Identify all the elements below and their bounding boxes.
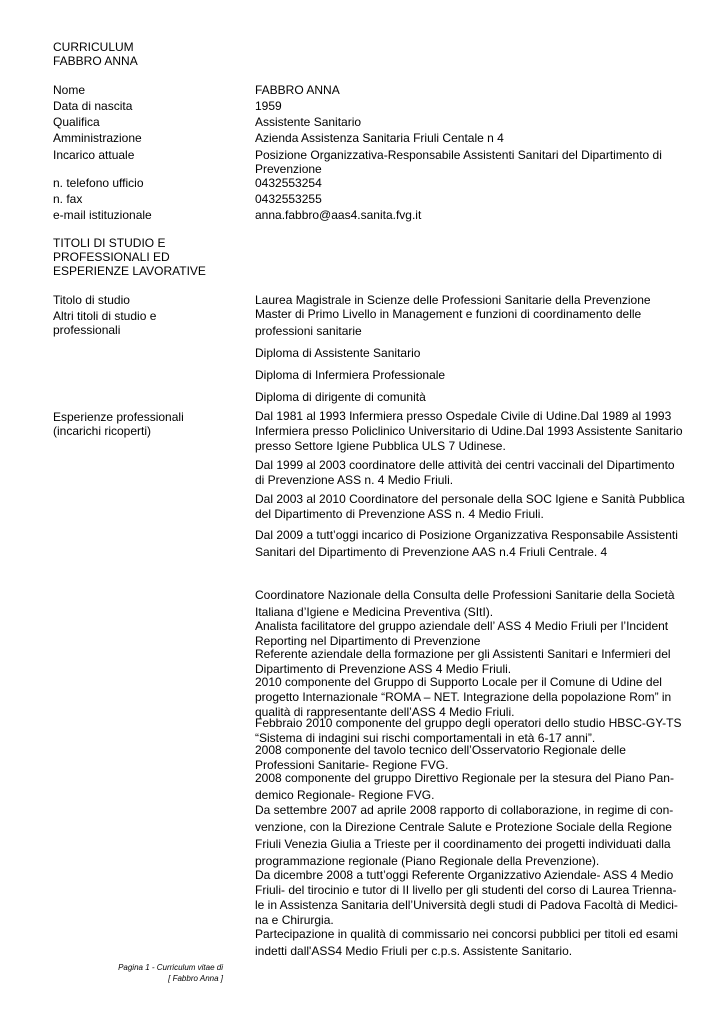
info-value: Azienda Assistenza Sanitaria Friuli Centale n 4 xyxy=(255,131,504,145)
attivita-item: Referente aziendale della formazione per gli Assistenti Sanitari e Infermieri del Dipartimento di Prevenzione ASS 4 Medio Friuli. xyxy=(255,647,671,676)
header-title: CURRICULUM xyxy=(53,40,134,54)
info-label: e-mail istituzionale xyxy=(53,208,152,222)
esperienze-label: Esperienze professionali (incarichi ricoperti) xyxy=(53,410,184,438)
attivita-item: 2008 componente del tavolo tecnico dell’Osservatorio Regionale delle Professioni Sanitarie- Regione FVG. xyxy=(255,743,626,772)
info-label: Nome xyxy=(53,83,86,97)
titolo-studio-label: Titolo di studio xyxy=(53,293,130,307)
info-label: n. fax xyxy=(53,192,83,206)
esperienza-item: Dal 1999 al 2003 coordinatore delle attività dei centri vaccinali del Dipartimento di Prevenzione ASS n. 4 Medio Friuli. xyxy=(255,458,675,487)
altri-titoli-item: Master di Primo Livello in Management e funzioni di coordinamento delle professioni sanitarie xyxy=(255,307,642,338)
info-value: Assistente Sanitario xyxy=(255,115,362,129)
attivita-item: Coordinatore Nazionale della Consulta delle Professioni Sanitarie della Società Italiana d’Igiene e Medicina Preventiva (SItI). xyxy=(255,588,675,619)
attivita-item: Partecipazione in qualità di commissario nei concorsi pubblici per titoli ed esami indetti dall'ASS4 Medio Friuli per c.p.s. Assistente Sanitario. xyxy=(255,927,678,958)
attivita-item: Febbraio 2010 componente del gruppo degli operatori dello studio HBSC-GY-TS “Sistema di indagini sui rischi comportamentali in età 6-17 anni”. xyxy=(255,716,682,745)
info-label: n. telefono ufficio xyxy=(53,176,144,190)
titolo-studio-value: Laurea Magistrale in Scienze delle Professioni Sanitarie della Prevenzione xyxy=(255,293,651,307)
footer-name: [ Fabbro Anna ] xyxy=(168,974,223,983)
attivita-item: 2010 componente del Gruppo di Supporto Locale per il Comune di Udine del progetto Internazionale “ROMA – NET. Integrazione della popolazione Rom” in qualità di rappresentante dell’ASS 4 Medio Friuli. xyxy=(255,675,672,719)
info-label: Data di nascita xyxy=(53,99,133,113)
esperienza-item: Dal 2009 a tutt’oggi incarico di Posizione Organizzativa Responsabile Assistenti Sanitari del Dipartimento di Prevenzione AAS n.4 Friuli Centrale. 4 xyxy=(255,528,678,559)
info-value: 1959 xyxy=(255,99,282,113)
info-value: 0432553254 xyxy=(255,176,322,190)
section-title: TITOLI DI STUDIO E PROFESSIONALI ED ESPERIENZE LAVORATIVE xyxy=(53,236,206,278)
footer xyxy=(60,962,223,984)
attivita-item: Da dicembre 2008 a tutt’oggi Referente Organizzativo Aziendale- ASS 4 Medio Friuli- del tirocinio e tutor di II livello per gli studenti del corso di Laurea Trienna-le in Assistenza Sanitaria dell’Università degli studi di Padova Facoltà di Medici-na e Chirurgia. xyxy=(255,868,678,927)
esperienza-item: Dal 2003 al 2010 Coordinatore del personale della SOC Igiene e Sanità Pubblica del Dipartimento di Prevenzione ASS n. 4 Medio Friuli. xyxy=(255,492,685,521)
footer-page-label: Pagina 1 - Curriculum vitae di xyxy=(118,963,223,972)
altri-titoli-label: Altri titoli di studio e professionali xyxy=(53,309,157,337)
info-value: FABBRO ANNA xyxy=(255,83,340,97)
attivita-item: 2008 componente del gruppo Direttivo Regionale per la stesura del Piano Pan-demico Regionale- Regione FVG. xyxy=(255,771,674,802)
altri-titoli-item: Diploma di Infermiera Professionale xyxy=(255,368,446,382)
altri-titoli-item: Diploma di dirigente di comunità xyxy=(255,390,426,404)
altri-titoli-item: Diploma di Assistente Sanitario xyxy=(255,346,421,360)
info-value: Posizione Organizzativa-Responsabile Assistenti Sanitari del Dipartimento di Prevenzione xyxy=(255,148,662,176)
attivita-item: Da settembre 2007 ad aprile 2008 rapporto di collaborazione, in regime di con-venzione, con la Direzione Centrale Salute e Protezione Sociale della Regione Friuli Venezia Giulia a Trieste per il coordinamento dei progetti individuati dalla programmazione regionale (Piano Regionale della Prevenzione). xyxy=(255,803,674,868)
info-label: Amministrazione xyxy=(53,131,142,145)
email-value: anna.fabbro@aas4.sanita.fvg.it xyxy=(255,208,422,222)
attivita-item: Analista facilitatore del gruppo aziendale dell’ ASS 4 Medio Friuli per l’Incident Reporting nel Dipartimento di Prevenzione xyxy=(255,619,669,648)
info-label: Incarico attuale xyxy=(53,148,135,162)
header-name: FABBRO ANNA xyxy=(53,54,138,68)
esperienza-item: Dal 1981 al 1993 Infermiera presso Ospedale Civile di Udine.Dal 1989 al 1993 Infermiera presso Policlinico Universitario di Udine.Dal 1993 Assistente Sanitario presso Settore Igiene Pubblica ULS 7 Udinese. xyxy=(255,409,683,453)
info-label: Qualifica xyxy=(53,115,100,129)
info-value: 0432553255 xyxy=(255,192,322,206)
document-header xyxy=(53,40,138,68)
